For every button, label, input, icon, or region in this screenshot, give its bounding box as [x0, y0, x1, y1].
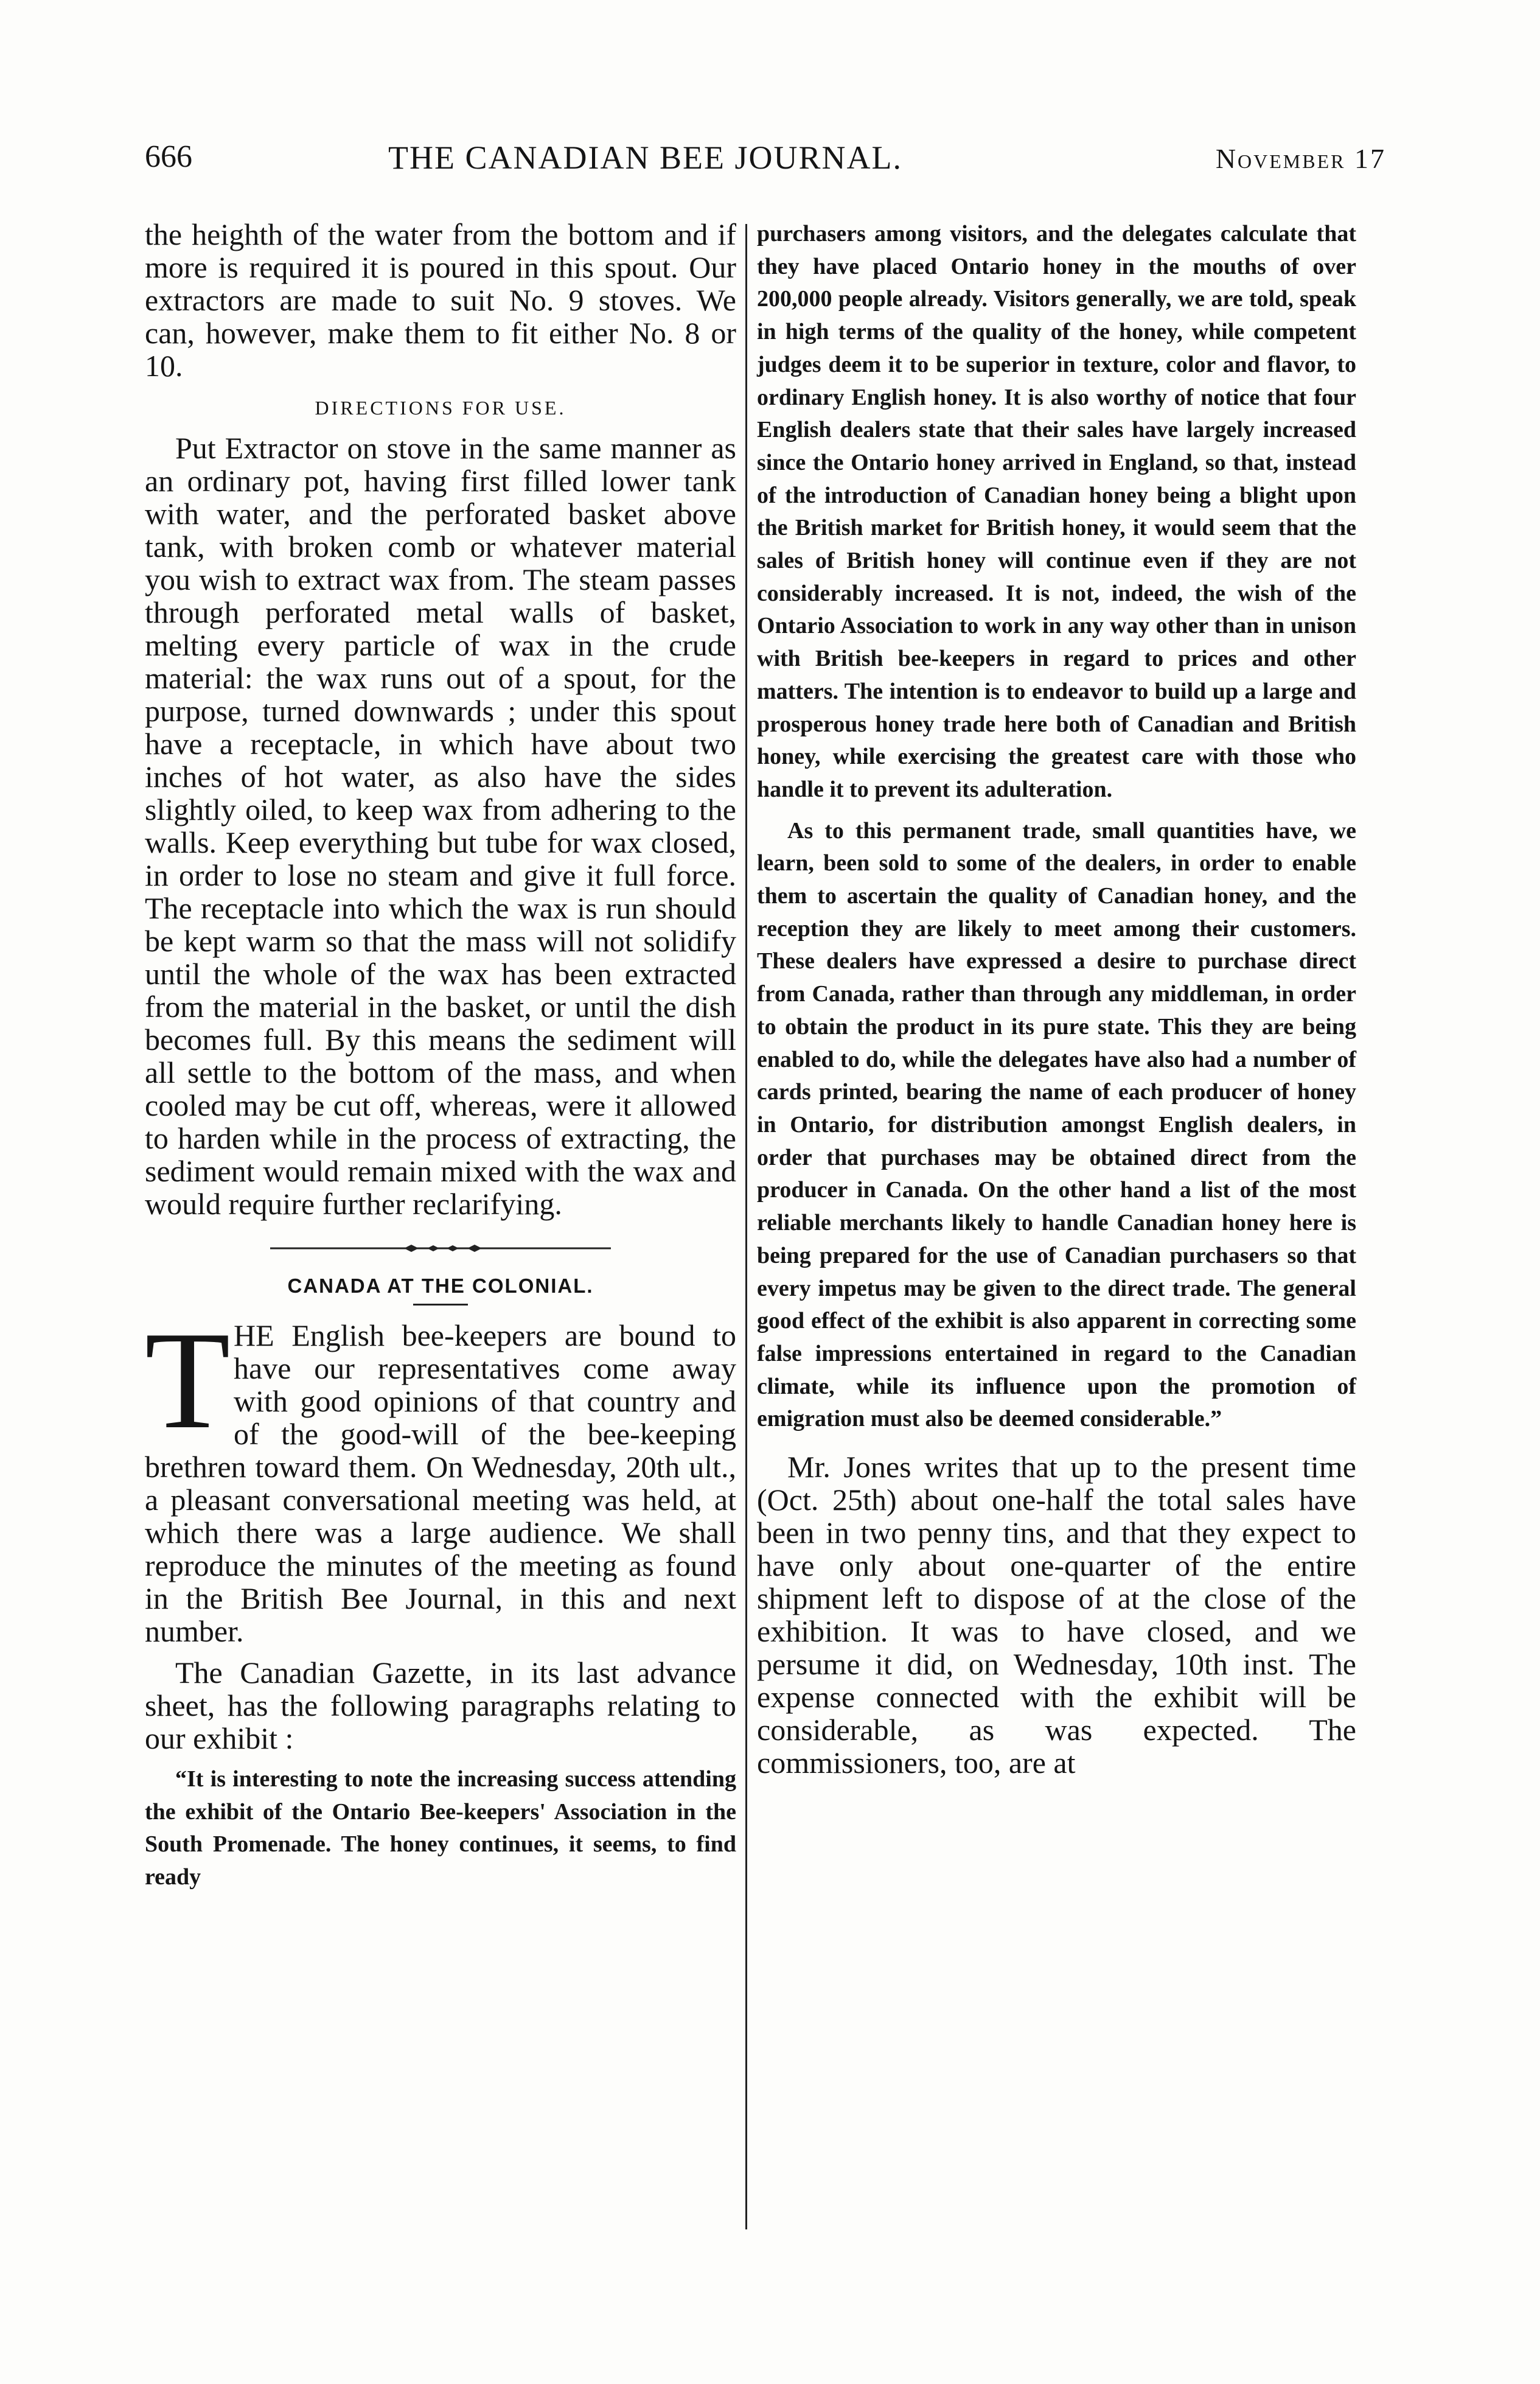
page-number: 666 [145, 139, 192, 174]
section-title: CANADA AT THE COLONIAL. [287, 1274, 594, 1297]
running-title: THE CANADIAN BEE JOURNAL. [388, 139, 902, 176]
colonial-paragraph [145, 1302, 736, 1648]
dropcap-letter: T [145, 1302, 231, 1458]
ornament-rule-icon [270, 1242, 611, 1254]
colonial-paragraph-text: HE English bee-keepers are bound to have our representatives come away with good opinions of that country and of the good-will of the bee-keeping brethren toward them. On Wednesday, 20th ult., a pleasant conversational meeting was held, at which there was a large audience. We shall reproduce the minutes of the meeting as found in the British Bee Journal, in this and next number. [145, 1318, 736, 1648]
gazette-quote-paragraph-2: As to this permanent trade, small quantities have, we learn, been sold to some of the dealers, in order to enable them to ascertain the quality of Canadian honey, and the reception they are likely to meet among their customers. These dealers have expressed a desire to purchase direct from Canada, rather than through any middleman, in order to obtain the product in its pure state. This they are being enabled to do, while the delegates have also had a number of cards printed, bearing the name of each producer of honey in Ontario, for distribution amongst English dealers, in order that purchases may be obtained direct from the producer in Canada. On the other hand a list of the most reliable merchants likely to handle Canadian honey here is being prepared for the use of Canadian purchasers so that every impetus may be given to the direct trade. The general good effect of the exhibit is also apparent in correcting some false impressions entertained in regard to the Canadian climate, while its influence upon the promotion of emigration must also be deemed considerable.” [757, 817, 1356, 1432]
jones-paragraph: Mr. Jones writes that up to the present time (Oct. 25th) about one-half the total sales have been in two penny tins, and that they expect to have only about one-quarter of the entire shipment left to dispose of at the close of the exhibition. It was to have closed, and we persume it did, on Wednesday, 10th inst. The expense connected with the exhibit will be considerable, as was expected. The commissioners, too, are at [757, 1450, 1356, 1780]
gazette-quote-continued: purchasers among visitors, and the delegates calculate that they have placed Ontario honey in the mouths of over 200,000 people already. Visitors generally, we are told, speak in high terms of the quality of the honey, while competent judges deem it to be superior in texture, color and flavor, to ordinary English honey. It is also worthy of notice that four English dealers state that their sales have largely increased since the Ontario honey arrived in England, so that, instead of the introduction of Canadian honey being a blight upon the British market for British honey, it would seem that the sales of British honey will continue even if they are not considerably increased. It is not, indeed, the wish of the Ontario Association to work in any way other than in unison with British bee-keepers in regard to prices and other matters. The intention is to endeavor to build up a large and prosperous honey trade here both of Canadian and British honey, while exercising the greatest care with those who handle it to prevent its adulteration. [757, 221, 1356, 802]
directions-paragraph: Put Extractor on stove in the same manner as an ordinary pot, having first filled lower tank with water, and the perforated basket above tank, with broken comb or whatever material you wish to extract wax from. The steam passes through perforated metal walls of basket, melting every particle of wax in the crude material: the wax runs out of a spout, for the purpose, turned downwards ; under this spout have a receptacle, in which have about two inches of hot water, as also have the sides slightly oiled, to keep wax from adhering to the walls. Keep everything but tube for wax closed, in order to lose no steam and give it full force. The receptacle into which the wax is run should be kept warm so that the mass will not solidify until the whole of the wax has been extracted from the material in the basket, or until the dish becomes full. By this means the sediment will all settle to the bottom of the mass, and when cooled may be cut off, whereas, were it allowed to harden while in the process of extracting, the sediment would remain mixed with the wax and would require further reclarifying. [145, 431, 736, 1221]
directions-heading: DIRECTIONS FOR USE. [315, 397, 566, 419]
column-divider [745, 224, 747, 2229]
section-divider-ornament [145, 1242, 736, 1257]
gazette-quote-start: “It is interesting to note the increasing success attending the exhibit of the Ontario Bee-keepers' Association in the South Promenade. The honey continues, it seems, to find ready [145, 1766, 736, 1890]
right-column [757, 218, 1356, 1779]
left-column [145, 218, 736, 1894]
gazette-paragraph: The Canadian Gazette, in its last advance sheet, has the following paragraphs relating to our exhibit : [145, 1655, 736, 1755]
title-underline [413, 1304, 468, 1306]
extractor-intro-paragraph: the heighth of the water from the bottom and if more is required it is poured in this spout. Our extractors are made to suit No. 9 stoves. We can, however, make them to fit either No. 8 or 10. [145, 217, 736, 383]
page-header [145, 135, 1386, 190]
issue-date: November 17 [1215, 143, 1386, 174]
